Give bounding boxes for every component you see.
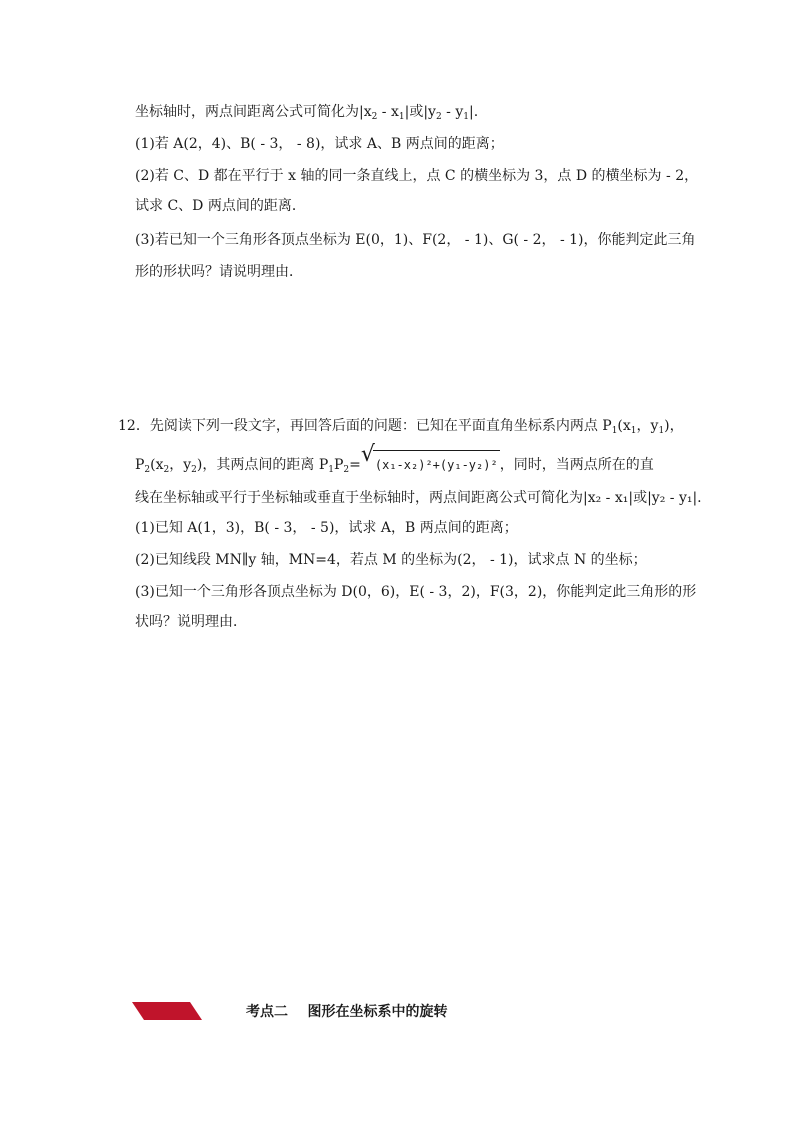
problem-12-question-2: (2)已知线段 MN∥y 轴，MN=4，若点 M 的坐标为(2， - 1)，试求点 N 的坐标； [135,552,647,568]
section-title: 考点二 图形在坐标系中的旋转 [246,1004,448,1020]
question-3-line-b: 形的形状吗？请说明理由． [135,264,303,280]
problem-12-question-3-line-b: 状吗？说明理由． [135,614,247,630]
text-fragment: - y [441,104,464,120]
text-fragment: P [135,457,145,473]
text-fragment: ，同时，当两点所在的直 [499,457,654,473]
text-fragment: ，其两点间的距离 P [202,457,329,473]
radical-sign: √ [360,442,375,467]
problem-12-line-3: 线在坐标轴或平行于坐标轴或垂直于坐标轴时，两点间距离公式可简化为|x₂ - x₁|或|y₂ - y₁|. [135,490,702,506]
sqrt-expression [360,442,500,475]
question-1: (1)若 A(2，4)、B( - 3， - 8)，试求 A、B 两点间的距离； [135,136,504,152]
text-fragment: - x [377,104,399,120]
section-banner-shape [132,1002,202,1020]
text-fragment: (x [617,418,631,434]
problem-12-question-3-line-a: (3)已知一个三角形各顶点坐标为 D(0，6)，E( - 3，2)，F(3，2)，你能判定此三角形的形 [135,584,697,600]
text-fragment: (x [150,457,164,473]
question-2-line-b: 试求 C、D 两点间的距离． [135,198,306,214]
question-3-line-a: (3)若已知一个三角形各顶点坐标为 E(0，1)、F(2， - 1)、G( - 2， - 1)，你能判定此三角 [135,232,696,248]
text-line-distance-simplified: 坐标轴时，两点间距离公式可简化为$|x_2 - x_1|$或$|y_2 - y_1|$. [135,104,479,122]
question-2-line-a: (2)若 C、D 都在平行于 x 轴的同一条直线上，点 C 的横坐标为 3，点 D 的横坐标为 - 2， [135,168,699,184]
text-fragment: |. [468,104,479,120]
problem-12-line-2: $P_2(x_2$，$y_2$)，其两点间的距离 $P_1P_2=$ √ (x₁-x₂)²+(y₁-y₂)² ，同时，当两点所在的直 [135,442,654,475]
text-fragment: |或|y [404,104,436,120]
section-header [132,1000,472,1024]
radicand: (x₁-x₂)²+(y₁-y₂)² [373,450,500,475]
problem-12-line-1: 12．先阅读下列一段文字，再回答后面的问题：已知在平面直角坐标系内两点 $P_1(x_1$，$y_1$)， [118,418,684,436]
problem-12-question-1: (1)已知 A(1，3)，B( - 3， - 5)，试求 A，B 两点间的距离； [135,520,518,536]
text-fragment: 12．先阅读下列一段文字，再回答后面的问题：已知在平面直角坐标系内两点 P [118,418,612,434]
text-fragment: 坐标轴时，两点间距离公式可简化为|x [135,104,372,120]
